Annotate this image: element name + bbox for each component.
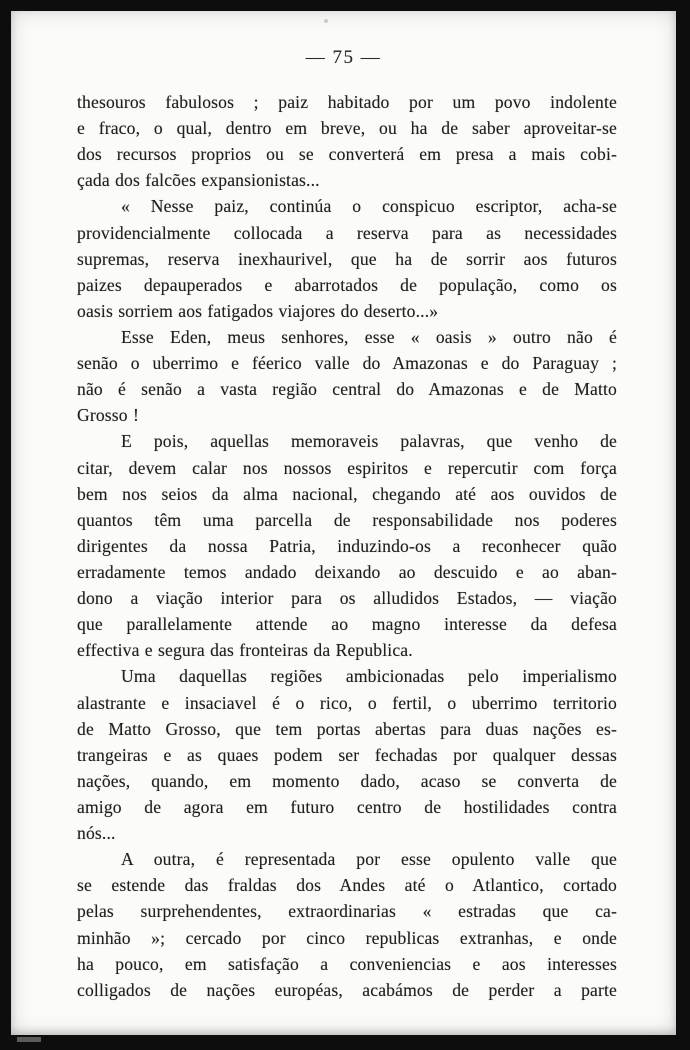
text-line: E pois, aquellas memoraveis palavras, que venho de xyxy=(121,431,617,452)
text-line: supremas, reserva inexhaurivel, que ha de sorrir aos futuros xyxy=(77,248,617,269)
text-line: dos recursos proprios ou se converterá em presa a mais cobi- xyxy=(77,144,617,165)
book-page xyxy=(11,11,676,1035)
text-line: nós... xyxy=(77,823,116,844)
text-line: dono a viação interior para os alludidos Estados, — viação xyxy=(77,588,617,609)
text-line: paizes depauperados e abarrotados de população, como os xyxy=(77,274,617,295)
text-line: dirigentes da nossa Patria, induzindo-os a reconhecer quão xyxy=(77,535,617,556)
text-line: quantos têm uma parcella de responsabilidade nos poderes xyxy=(77,509,617,530)
text-line: Uma daquellas regiões ambicionadas pelo imperialismo xyxy=(121,666,617,687)
page-number: — 75 — xyxy=(305,47,382,68)
text-line: citar, devem calar nos nossos espiritos e repercutir com força xyxy=(77,457,617,478)
scan-speckle xyxy=(324,19,328,23)
text-line: effectiva e segura das fronteiras da Republica. xyxy=(77,640,413,661)
text-line: oasis sorriem aos fatigados viajores do deserto...» xyxy=(77,300,439,321)
text-line: alastrante e insaciavel é o rico, o fertil, o uberrimo territorio xyxy=(77,692,617,713)
text-line: que parallelamente attende ao magno interesse da defesa xyxy=(77,614,617,635)
text-line: minhão »; cercado por cinco republicas extranhas, e onde xyxy=(77,927,617,948)
text-line: se estende das fraldas dos Andes até o Atlantico, cortado xyxy=(77,875,617,896)
text-line: trangeiras e as quaes podem ser fechadas por qualquer dessas xyxy=(77,744,617,765)
scan-edge-artifact xyxy=(17,1037,41,1042)
text-line: nações, quando, em momento dado, acaso se converta de xyxy=(77,770,617,791)
text-line: Esse Eden, meus senhores, esse « oasis » outro não é xyxy=(121,326,617,347)
text-line: amigo de agora em futuro centro de hostilidades contra xyxy=(77,796,617,817)
text-line: providencialmente collocada a reserva para as necessidades xyxy=(77,222,617,243)
text-line: ha pouco, em satisfação a conveniencias e aos interesses xyxy=(77,953,617,974)
text-line: pelas surprehendentes, extraordinarias « estradas que ca- xyxy=(77,901,617,922)
text-line: erradamente temos andado deixando ao descuido e ao aban- xyxy=(77,561,617,582)
text-line: não é senão a vasta região central do Amazonas e de Matto xyxy=(77,379,617,400)
text-line: e fraco, o qual, dentro em breve, ou ha de saber aproveitar-se xyxy=(77,118,617,139)
text-line: thesouros fabulosos ; paiz habitado por um povo indolente xyxy=(77,92,617,112)
text-line: çada dos falcões expansionistas... xyxy=(77,170,320,191)
text-line: « Nesse paiz, continúa o conspicuo escriptor, acha-se xyxy=(121,196,617,217)
text-line: Grosso ! xyxy=(77,405,140,426)
text-line: senão o uberrimo e féerico valle do Amazonas e do Paraguay ; xyxy=(77,353,617,374)
text-line: de Matto Grosso, que tem portas abertas para duas nações es- xyxy=(77,718,617,739)
text-line: colligados de nações européas, acabámos de perder a parte xyxy=(77,979,617,1000)
text-line: A outra, é representada por esse opulento valle que xyxy=(121,849,617,870)
page-text xyxy=(77,89,617,1003)
text-line: bem nos seios da alma nacional, chegando até aos ouvidos de xyxy=(77,483,617,504)
